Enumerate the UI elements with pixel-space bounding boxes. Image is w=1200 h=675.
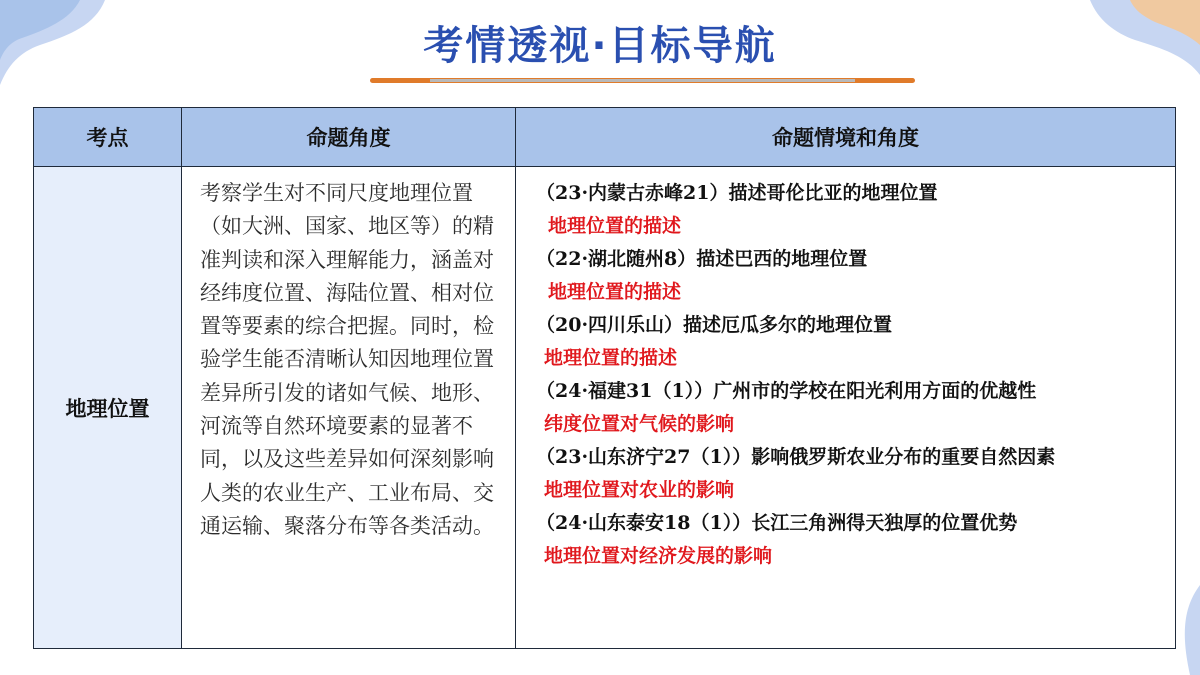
context-answer-6: 地理位置对经济发展的影响	[544, 545, 773, 567]
context-cell	[516, 167, 1176, 649]
context-answer-5: 地理位置对农业的影响	[544, 479, 735, 501]
context-answer-4: 纬度位置对气候的影响	[544, 413, 735, 435]
context-question-3: （20·四川乐山）描述厄瓜多尔的地理位置	[536, 314, 893, 336]
context-question-4: （24·福建31（1））广州市的学校在阳光利用方面的优越性	[536, 380, 1037, 402]
table-row	[34, 167, 1176, 649]
context-answer-3: 地理位置的描述	[544, 347, 678, 369]
title-underline-inner	[430, 79, 855, 82]
context-question-6: （24·山东泰安18（1））长江三角洲得天独厚的位置优势	[536, 512, 1018, 534]
slide-title: 考情透视·目标导航	[423, 23, 777, 69]
table-header-row	[34, 108, 1176, 167]
angle-cell: 考察学生对不同尺度地理位置（如大洲、国家、地区等）的精准判读和深入理解能力，涵盖对经纬度位置、海陆位置、相对位置等要素的综合把握。同时，检验学生能否清晰认知因地理位置差异所引发的诸如气候、地形、河流等自然环境要素的显著不同，以及这些差异如何深刻影响人类的农业生产、工业布局、交通运输、聚落分布等各类活动。	[182, 167, 516, 649]
context-question-5: （23·山东济宁27（1））影响俄罗斯农业分布的重要自然因素	[536, 446, 1056, 468]
topic-cell: 地理位置	[34, 167, 182, 649]
header-topic: 考点	[34, 108, 182, 167]
exam-analysis-table	[33, 107, 1176, 649]
context-answer-2: 地理位置的描述	[548, 281, 682, 303]
header-angle: 命题角度	[182, 108, 516, 167]
context-question-1: （23·内蒙古赤峰21）描述哥伦比亚的地理位置	[536, 182, 938, 204]
context-question-2: （22·湖北随州8）描述巴西的地理位置	[536, 248, 868, 270]
header-context: 命题情境和角度	[516, 108, 1176, 167]
context-answer-1: 地理位置的描述	[548, 215, 682, 237]
slide-title-container	[0, 14, 1200, 71]
